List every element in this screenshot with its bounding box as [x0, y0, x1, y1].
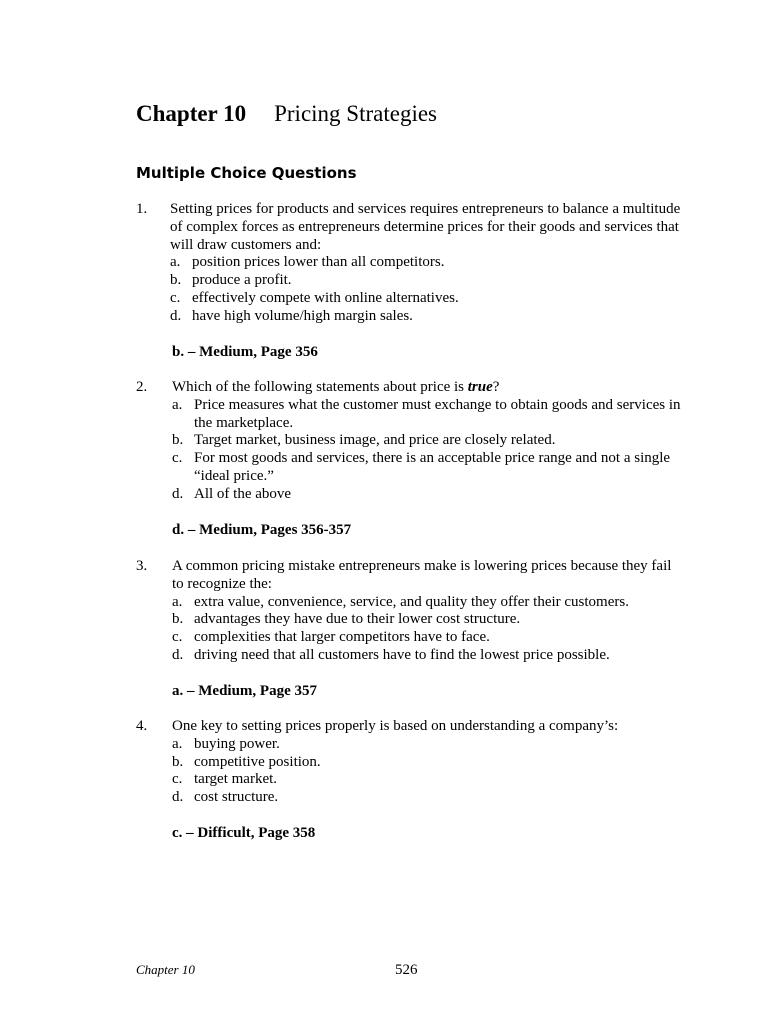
- option-a: [172, 397, 681, 433]
- answer-key: a. – Medium, Page 357: [172, 682, 317, 699]
- option-letter: b.: [172, 432, 184, 449]
- option-c: [172, 629, 681, 647]
- option-letter: c.: [172, 771, 183, 788]
- option-text: driving need that all customers have to find the lowest price possible.: [194, 646, 610, 663]
- section-heading: Multiple Choice Questions: [136, 164, 357, 182]
- option-text: All of the above: [194, 485, 292, 502]
- option-text: effectively compete with online alternatives.: [192, 289, 459, 306]
- option-letter: d.: [172, 485, 184, 502]
- question-2: [136, 379, 681, 539]
- stem-text: Which of the following statements about price is: [172, 379, 468, 395]
- option-text: Target market, business image, and price are closely related.: [194, 432, 556, 449]
- option-text: extra value, convenience, service, and quality they offer their customers.: [194, 593, 629, 610]
- option-d: [172, 647, 681, 665]
- option-list: [136, 254, 681, 325]
- question-number: 1.: [136, 201, 148, 217]
- chapter-title: [136, 100, 437, 128]
- option-a: [170, 254, 681, 272]
- option-b: [172, 611, 681, 629]
- option-c: [170, 290, 681, 308]
- option-letter: a.: [172, 735, 183, 752]
- question-stem: A common pricing mistake entrepreneurs make is lowering prices because they fail to recognize the:: [172, 558, 672, 592]
- answer-key: b. – Medium, Page 356: [172, 343, 318, 360]
- option-list: [136, 397, 681, 504]
- option-text: have high volume/high margin sales.: [192, 307, 413, 324]
- option-b: [170, 272, 681, 290]
- option-letter: b.: [172, 753, 184, 770]
- question-stem: One key to setting prices properly is based on understanding a company’s:: [172, 718, 619, 734]
- option-letter: a.: [172, 593, 183, 610]
- option-text: competitive position.: [194, 753, 321, 770]
- option-d: [172, 789, 681, 807]
- option-d: [172, 486, 681, 504]
- option-text: position prices lower than all competitors.: [192, 254, 445, 271]
- option-letter: b.: [170, 272, 182, 289]
- page-number: 526: [395, 962, 418, 978]
- question-3: [136, 558, 681, 701]
- option-letter: d.: [170, 307, 182, 324]
- option-text: cost structure.: [194, 789, 279, 806]
- option-b: [172, 754, 681, 772]
- option-letter: b.: [172, 611, 184, 628]
- option-text: buying power.: [194, 735, 280, 752]
- option-letter: c.: [170, 289, 181, 306]
- question-number: 4.: [136, 718, 148, 734]
- option-a: [172, 736, 681, 754]
- option-letter: d.: [172, 789, 184, 806]
- option-text: produce a profit.: [192, 272, 292, 289]
- stem-emphasis: true: [467, 379, 493, 395]
- option-text: complexities that larger competitors have to face.: [194, 629, 490, 646]
- option-letter: a.: [170, 254, 181, 271]
- option-list: [136, 736, 681, 807]
- option-letter: c.: [172, 629, 183, 646]
- answer-key: c. – Difficult, Page 358: [172, 824, 316, 841]
- option-c: [172, 771, 681, 789]
- option-letter: c.: [172, 450, 183, 467]
- option-b: [172, 432, 681, 450]
- chapter-number: Chapter 10: [136, 101, 247, 126]
- option-text: target market.: [194, 771, 278, 788]
- stem-text-end: ?: [492, 379, 500, 395]
- option-d: [170, 308, 681, 326]
- option-c: [172, 450, 681, 486]
- option-text: Price measures what the customer must exchange to obtain goods and services in the marketplace.: [194, 396, 681, 431]
- option-letter: a.: [172, 396, 183, 413]
- question-1: [136, 201, 681, 361]
- option-letter: d.: [172, 646, 184, 663]
- chapter-name: Pricing Strategies: [274, 101, 437, 126]
- question-number: 2.: [136, 379, 148, 395]
- option-text: For most goods and services, there is an acceptable price range and not a single “ideal price.”: [194, 450, 671, 484]
- footer-chapter-label: Chapter 10: [136, 962, 195, 977]
- question-stem: Setting prices for products and services requires entrepreneurs to balance a multitude of complex forces as entrepreneurs determine prices for their goods and services that will draw customers and:: [170, 201, 681, 253]
- option-list: [136, 594, 681, 665]
- option-text: advantages they have due to their lower cost structure.: [194, 611, 521, 628]
- answer-key: d. – Medium, Pages 356-357: [172, 521, 352, 538]
- question-4: [136, 718, 681, 843]
- option-a: [172, 594, 681, 612]
- question-stem: [172, 379, 681, 397]
- question-number: 3.: [136, 558, 148, 574]
